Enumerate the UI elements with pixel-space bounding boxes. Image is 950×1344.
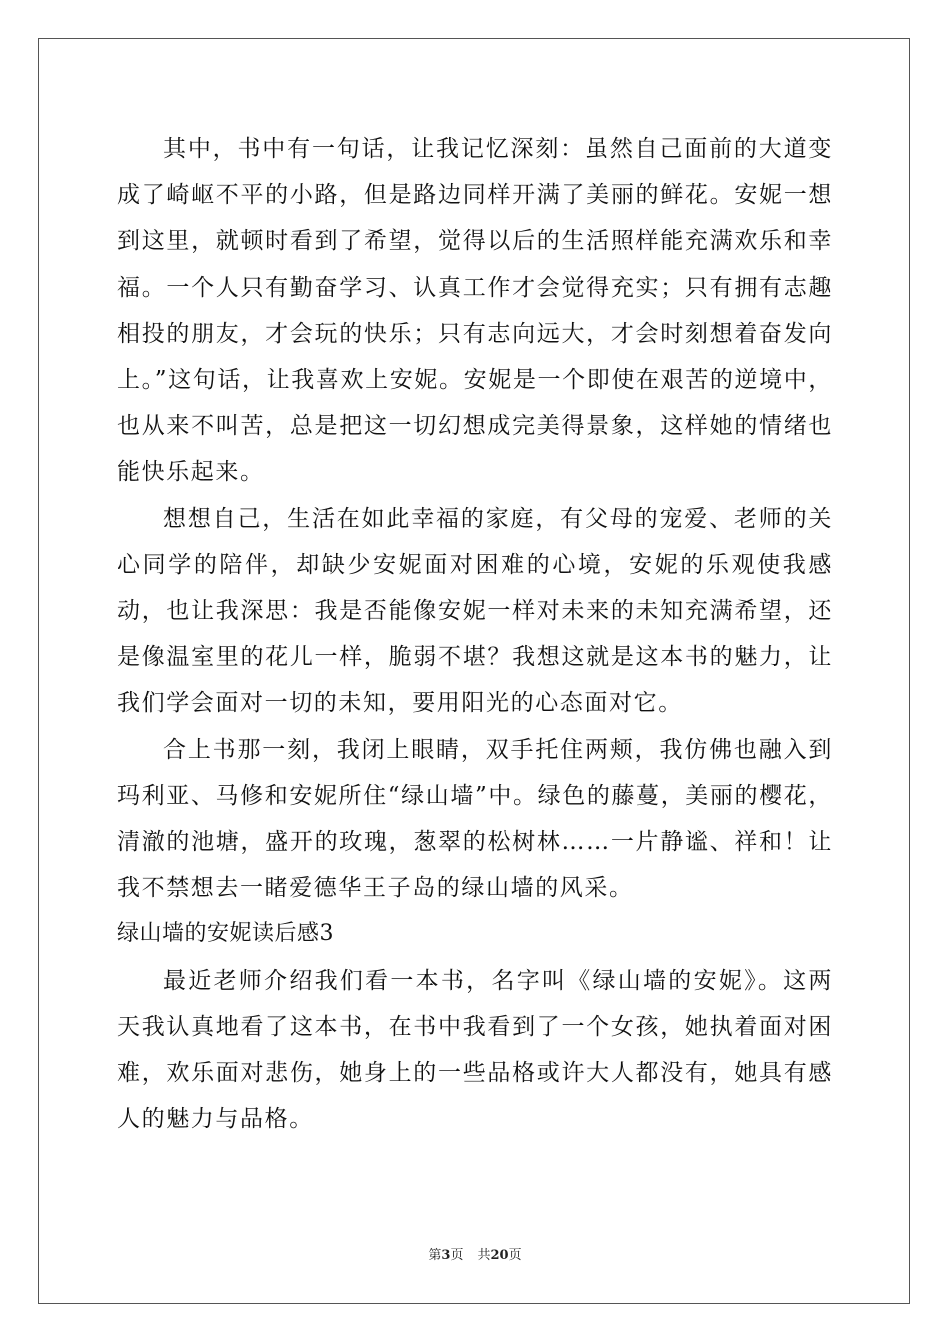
paragraph-1: 其中，书中有一句话，让我记忆深刻：虽然自己面前的大道变成了崎岖不平的小路，但是路边同样开满了美丽的鲜花。安妮一想到这里，就顿时看到了希望，觉得以后的生活照样能充满欢乐和幸福。一个人只有勤奋学习、认真工作才会觉得充实；只有拥有志趣相投的朋友，才会玩的快乐；只有志向远大，才会时刻想着奋发向上。”这句话，让我喜欢上安妮。安妮是一个即使在艰苦的逆境中，也从来不叫苦，总是把这一切幻想成完美得景象，这样她的情绪也能快乐起来。 (117, 136, 833, 486)
paragraph-2: 想想自己，生活在如此幸福的家庭，有父母的宠爱、老师的关心同学的陪伴，却缺少安妮面对困难的心境，安妮的乐观使我感动，也让我深思：我是否能像安妮一样对未来的未知充满希望，还是像温室里的花儿一样，脆弱不堪？我想这就是这本书的魅力，让我们学会面对一切的未知，要用阳光的心态面对它。 (117, 505, 833, 717)
section-heading: 绿山墙的安妮读后感3 (117, 921, 334, 947)
paragraph-4: 最近老师介绍我们看一本书，名字叫《绿山墙的安妮》。这两天我认真地看了这本书，在书中我看到了一个女孩，她执着面对困难，欢乐面对悲伤，她身上的一些品格或许大人都没有，她具有感人的魅力与品格。 (117, 967, 833, 1133)
page-footer (0, 1248, 950, 1264)
footer-page-suffix: 页 (450, 1248, 464, 1263)
footer-total-prefix: 共 (477, 1248, 491, 1263)
footer-current-page: 3 (441, 1248, 451, 1263)
footer-prefix: 第 (428, 1248, 442, 1263)
footer-total-pages: 20 (490, 1248, 509, 1263)
footer-total-suffix: 页 (508, 1248, 522, 1263)
paragraph-3: 合上书那一刻，我闭上眼睛，双手托住两颊，我仿佛也融入到玛利亚、马修和安妮所住“绿山墙”中。绿色的藤蔓，美丽的樱花，清澈的池塘，盛开的玫瑰，葱翠的松树林……一片静谧、祥和！让我不禁想去一睹爱德华王子岛的绿山墙的风采。 (117, 736, 833, 902)
document-body (117, 126, 833, 1142)
